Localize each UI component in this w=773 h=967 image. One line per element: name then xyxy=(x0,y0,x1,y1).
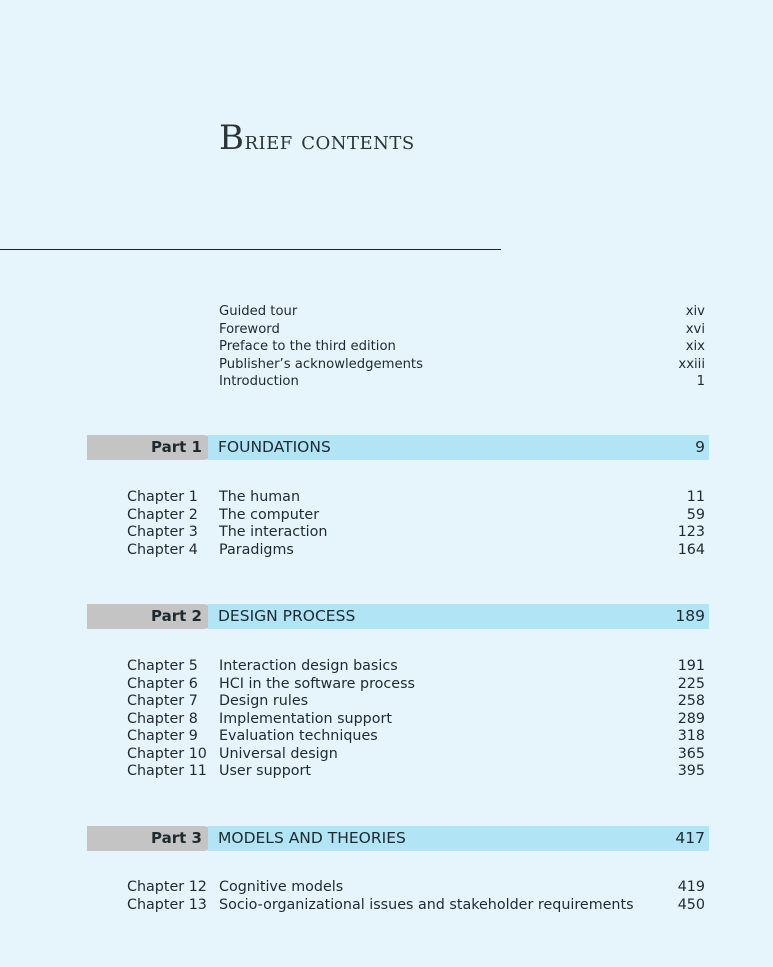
chapter-number: Chapter 11 xyxy=(127,763,207,779)
front-matter-item[interactable] xyxy=(219,356,705,374)
part-number: Part 3 xyxy=(151,829,202,847)
chapter-page: 318 xyxy=(677,728,705,744)
chapter-number: Chapter 4 xyxy=(127,541,198,558)
chapter-page: 59 xyxy=(686,506,705,523)
page-title-initial: B xyxy=(219,118,245,158)
chapter-title: Design rules xyxy=(219,693,309,709)
part-title: FOUNDATIONS xyxy=(218,438,331,456)
chapter-page: 395 xyxy=(677,763,705,779)
front-matter-page: 1 xyxy=(696,374,705,389)
chapter-number: Chapter 9 xyxy=(127,728,198,744)
front-matter-label: Publisher’s acknowledgements xyxy=(219,356,423,372)
part-number: Part 1 xyxy=(151,438,202,456)
front-matter-page: xxiii xyxy=(678,356,705,372)
front-matter-list xyxy=(219,303,705,391)
chapter-page: 419 xyxy=(677,879,705,895)
front-matter-item[interactable] xyxy=(219,338,705,356)
front-matter-item[interactable] xyxy=(219,373,705,391)
chapter-number: Chapter 8 xyxy=(127,710,198,727)
part-2-chapter-list xyxy=(127,658,705,781)
chapter-number: Chapter 10 xyxy=(127,745,207,762)
chapter-row[interactable] xyxy=(127,746,705,764)
title-rule xyxy=(0,249,501,250)
chapter-page: 258 xyxy=(677,693,705,709)
chapter-row[interactable] xyxy=(127,489,705,507)
chapter-row[interactable] xyxy=(127,676,705,694)
chapter-number: Chapter 12 xyxy=(127,879,207,895)
front-matter-page: xix xyxy=(685,339,705,354)
chapter-title: Implementation support xyxy=(219,710,392,727)
chapter-title: Cognitive models xyxy=(219,879,344,895)
front-matter-page: xiv xyxy=(685,304,705,319)
chapter-title: The interaction xyxy=(219,524,328,540)
chapter-row[interactable] xyxy=(127,763,705,781)
chapter-number: Chapter 6 xyxy=(127,675,198,692)
chapter-page: 123 xyxy=(677,524,705,540)
part-page: 189 xyxy=(675,607,705,625)
chapter-row[interactable] xyxy=(127,507,705,525)
chapter-page: 191 xyxy=(677,658,705,674)
chapter-title: User support xyxy=(219,763,312,779)
part-title: DESIGN PROCESS xyxy=(218,607,356,625)
front-matter-label: Preface to the third edition xyxy=(219,339,396,354)
front-matter-page: xvi xyxy=(685,321,705,337)
chapter-page: 11 xyxy=(686,489,705,505)
chapter-number: Chapter 1 xyxy=(127,489,198,505)
chapter-row[interactable] xyxy=(127,542,705,560)
front-matter-label: Foreword xyxy=(219,321,280,337)
chapter-row[interactable] xyxy=(127,658,705,676)
front-matter-item[interactable] xyxy=(219,303,705,321)
part-1-chapter-list xyxy=(127,489,705,559)
chapter-page: 365 xyxy=(677,745,705,762)
chapter-number: Chapter 7 xyxy=(127,693,198,709)
chapter-title: The human xyxy=(219,489,301,505)
part-page: 417 xyxy=(675,829,705,847)
chapter-number: Chapter 2 xyxy=(127,506,198,523)
chapter-title: The computer xyxy=(219,506,320,523)
chapter-title: HCI in the software process xyxy=(219,675,415,692)
part-2-heading[interactable] xyxy=(87,604,709,629)
chapter-row[interactable] xyxy=(127,693,705,711)
chapter-number: Chapter 13 xyxy=(127,896,207,913)
chapter-number: Chapter 3 xyxy=(127,524,198,540)
part-3-heading[interactable] xyxy=(87,826,709,851)
chapter-title: Paradigms xyxy=(219,541,294,558)
chapter-title: Evaluation techniques xyxy=(219,728,378,744)
part-title: MODELS AND THEORIES xyxy=(218,829,406,847)
chapter-page: 164 xyxy=(677,541,705,558)
chapter-title: Socio-organizational issues and stakeholder requirements xyxy=(219,896,634,913)
chapter-row[interactable] xyxy=(127,728,705,746)
front-matter-label: Introduction xyxy=(219,374,299,389)
chapter-row[interactable] xyxy=(127,879,705,897)
front-matter-item[interactable] xyxy=(219,321,705,339)
part-1-heading[interactable] xyxy=(87,435,709,460)
part-number: Part 2 xyxy=(151,607,202,625)
front-matter-label: Guided tour xyxy=(219,304,298,319)
chapter-row[interactable] xyxy=(127,524,705,542)
chapter-row[interactable] xyxy=(127,897,705,915)
part-page: 9 xyxy=(695,438,705,456)
chapter-page: 225 xyxy=(677,675,705,692)
chapter-number: Chapter 5 xyxy=(127,658,198,674)
chapter-page: 289 xyxy=(677,710,705,727)
part-3-chapter-list xyxy=(127,879,705,914)
page-title xyxy=(219,118,415,158)
chapter-page: 450 xyxy=(677,896,705,913)
page-title-rest: rief contents xyxy=(244,126,415,155)
chapter-title: Interaction design basics xyxy=(219,658,398,674)
chapter-row[interactable] xyxy=(127,711,705,729)
chapter-title: Universal design xyxy=(219,745,338,762)
